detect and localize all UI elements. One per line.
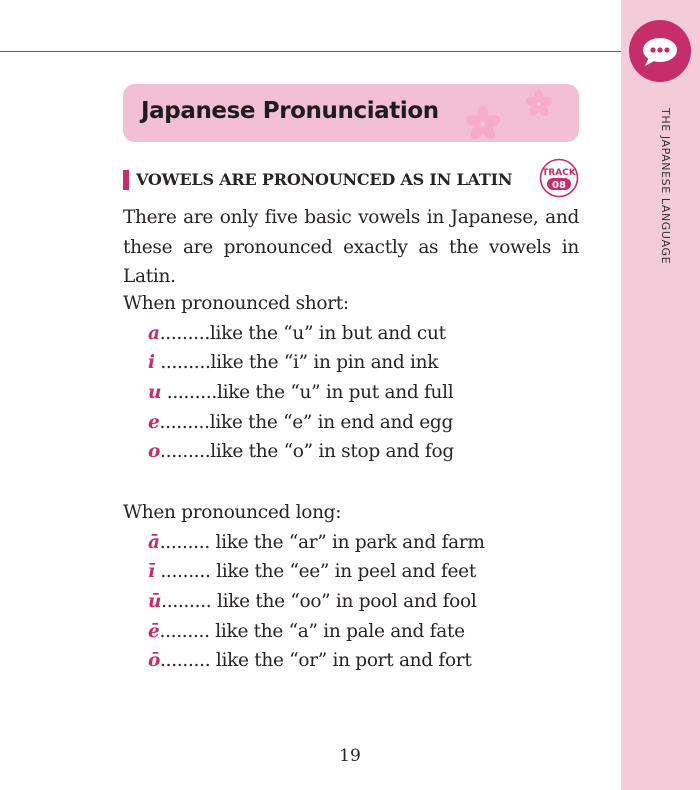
chapter-tab-badge: [629, 20, 691, 82]
list-item: a.........like the “u” in but and cut: [148, 323, 446, 344]
vowel-letter: ē: [148, 621, 160, 642]
vowel-description: like the “ee” in peel and feet: [210, 561, 476, 582]
header-rule: [0, 51, 622, 52]
speech-bubble-icon: [629, 20, 691, 82]
vowel-description: like the “u” in but and cut: [209, 323, 446, 344]
vowel-letter: u: [148, 382, 162, 403]
list-item: o.........like the “o” in stop and fog: [148, 441, 454, 462]
short-vowels-label: When pronounced short:: [123, 293, 349, 314]
track-label: TRACK: [542, 168, 576, 178]
vowel-description: like the “ar” in park and farm: [209, 532, 485, 553]
vowel-letter: a: [148, 323, 160, 344]
vowel-description: like the “o” in stop and fog: [210, 441, 454, 462]
list-item: ō......... like the “or” in port and fort: [148, 650, 472, 671]
vowel-letter: i: [148, 352, 155, 373]
list-item: ā......... like the “ar” in park and farm: [148, 532, 485, 553]
vowel-letter: ō: [148, 650, 161, 671]
vowel-letter: ū: [148, 591, 162, 612]
vowel-letter: o: [148, 441, 161, 462]
list-item: ē......... like the “a” in pale and fate: [148, 621, 465, 642]
cherry-blossom-icon: [459, 84, 579, 142]
vowel-description: like the “a” in pale and fate: [209, 621, 465, 642]
vowel-description: like the “i” in pin and ink: [210, 352, 439, 373]
vowel-description: like the “u” in put and full: [216, 382, 454, 403]
list-item: e.........like the “e” in end and egg: [148, 412, 454, 433]
list-item: ī ......... like the “ee” in peel and feet: [148, 561, 476, 582]
track-number: 08: [552, 180, 566, 191]
list-item: u .........like the “u” in put and full: [148, 382, 454, 403]
page-title: Japanese Pronunciation: [141, 98, 439, 124]
vowel-description: like the “oo” in pool and fool: [211, 591, 477, 612]
vowel-letter: ā: [148, 532, 160, 553]
list-item: i .........like the “i” in pin and ink: [148, 352, 439, 373]
intro-paragraph: There are only five basic vowels in Japanese, and these are pronounced exactly as the vowels in Latin.: [123, 207, 579, 287]
vowel-description: like the “or” in port and fort: [210, 650, 472, 671]
vowel-letter: ī: [148, 561, 155, 582]
title-banner: [123, 84, 579, 142]
list-item: ū......... like the “oo” in pool and fool: [148, 591, 477, 612]
vowel-description: like the “e” in end and egg: [209, 412, 454, 433]
section-heading-marker: [123, 170, 129, 190]
audio-track-badge: [539, 158, 579, 198]
page-number: 19: [339, 746, 361, 766]
chapter-side-label: THE JAPANESE LANGUAGE: [659, 108, 672, 265]
vowel-letter: e: [148, 412, 160, 433]
section-heading: VOWELS ARE PRONOUNCED AS IN LATIN: [136, 170, 513, 189]
long-vowels-label: When pronounced long:: [123, 502, 342, 523]
